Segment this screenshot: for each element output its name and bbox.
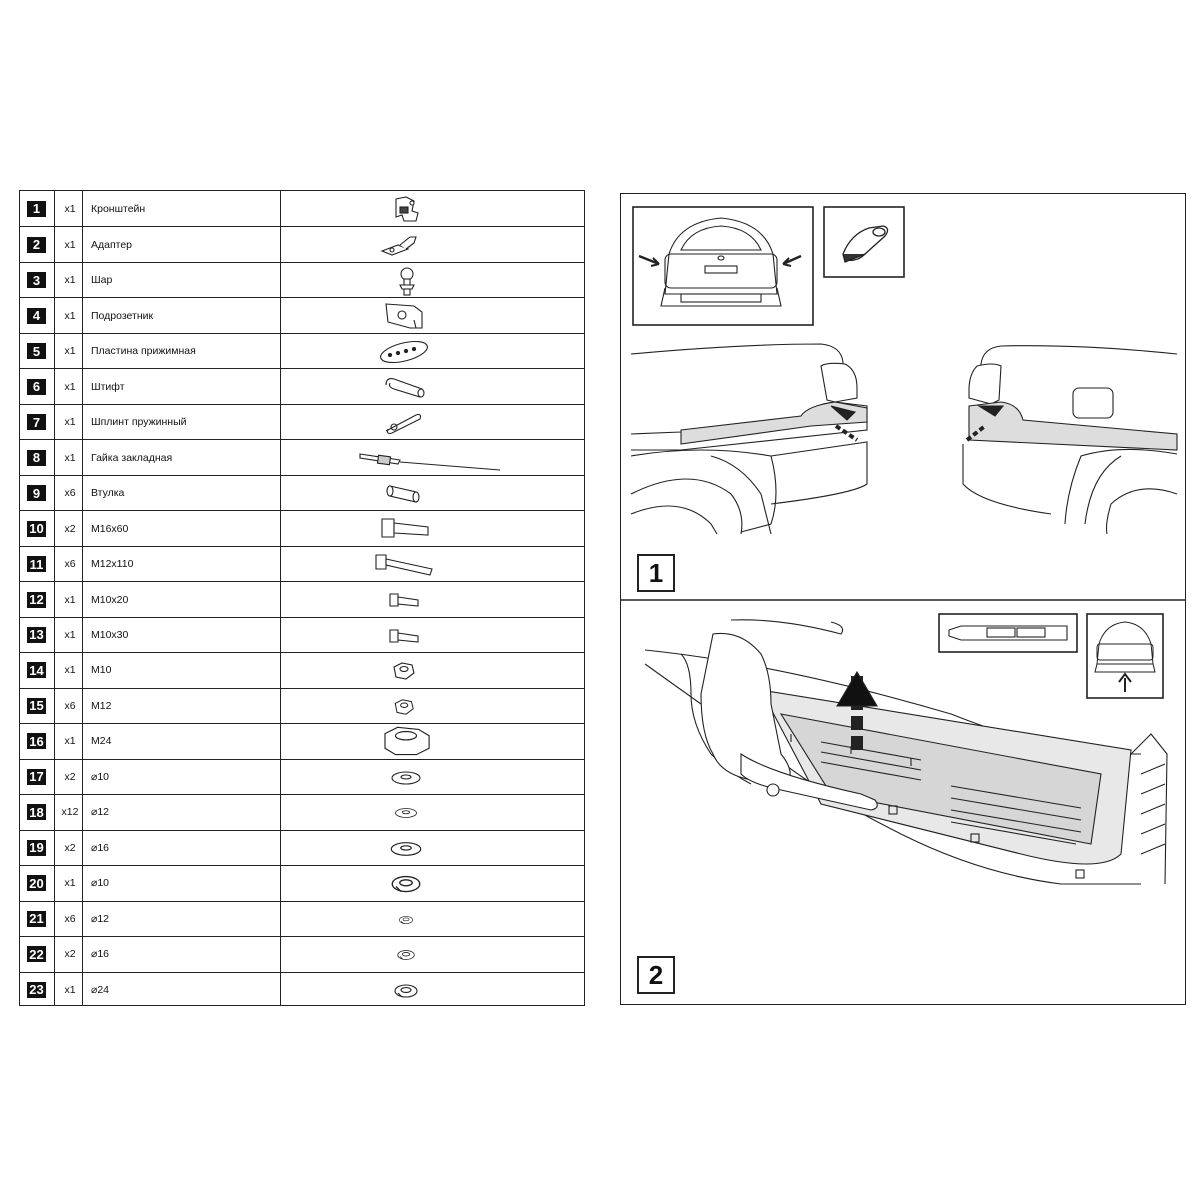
part-name: Шар — [91, 274, 113, 287]
part-row-22 — [20, 936, 584, 971]
part-row-19 — [20, 830, 584, 865]
part-quantity: x1 — [64, 274, 76, 287]
part-row-16 — [20, 723, 584, 758]
part-number: 11 — [27, 556, 46, 572]
part-row-14 — [20, 652, 584, 687]
part-quantity: x2 — [64, 841, 76, 854]
part-row-13 — [20, 617, 584, 652]
pin-icon — [282, 369, 586, 403]
part-name: M12 — [91, 699, 112, 712]
part-quantity: x2 — [64, 770, 76, 783]
part-number: 3 — [27, 272, 46, 288]
part-row-20 — [20, 865, 584, 900]
part-row-3 — [20, 262, 584, 297]
washer-icon — [282, 831, 586, 865]
part-row-11 — [20, 546, 584, 581]
part-quantity: x6 — [64, 558, 76, 571]
part-name: Пластина прижимная — [91, 345, 196, 358]
nut-icon — [282, 689, 586, 723]
spring-washer-icon — [282, 973, 586, 1007]
part-quantity: x1 — [64, 593, 76, 606]
car-rear-inset — [633, 207, 813, 325]
part-name: M10 — [91, 664, 112, 677]
part-number: 12 — [27, 592, 46, 608]
part-row-6 — [20, 368, 584, 403]
part-name: M16x60 — [91, 522, 129, 535]
bolt-icon — [282, 511, 586, 545]
part-number: 10 — [27, 521, 46, 537]
part-name: Кронштейн — [91, 202, 146, 215]
part-name: M24 — [91, 735, 112, 748]
part-quantity: x1 — [64, 451, 76, 464]
part-row-1 — [20, 191, 584, 226]
part-quantity: x1 — [64, 238, 76, 251]
part-quantity: x1 — [64, 664, 76, 677]
installation-illustration — [621, 194, 1186, 1005]
bracket-icon — [282, 191, 586, 226]
part-number: 13 — [27, 627, 46, 643]
part-number: 9 — [27, 485, 46, 501]
part-quantity: x6 — [64, 699, 76, 712]
part-quantity: x1 — [64, 309, 76, 322]
spring-cotter-icon — [282, 405, 586, 439]
part-number: 19 — [27, 840, 46, 856]
part-number: 16 — [27, 733, 46, 749]
part-number: 5 — [27, 343, 46, 359]
part-quantity: x1 — [64, 735, 76, 748]
part-quantity: x1 — [64, 202, 76, 215]
part-row-15 — [20, 688, 584, 723]
part-quantity: x6 — [64, 912, 76, 925]
spring-washer-icon — [282, 902, 586, 936]
part-number: 15 — [27, 698, 46, 714]
part-row-4 — [20, 297, 584, 332]
rear-left-corner — [631, 344, 867, 534]
part-quantity: x1 — [64, 628, 76, 641]
small-bolt-icon — [282, 618, 586, 652]
part-name: Шплинт пружинный — [91, 416, 187, 429]
part-row-2 — [20, 226, 584, 261]
part-quantity: x1 — [64, 416, 76, 429]
spring-washer-icon — [282, 866, 586, 900]
tape-inset — [824, 207, 904, 277]
part-quantity: x2 — [64, 948, 76, 961]
washer-icon — [282, 795, 586, 829]
part-quantity: x12 — [61, 806, 79, 819]
long-bolt-icon — [282, 547, 586, 581]
part-name: ⌀16 — [91, 841, 110, 854]
part-row-12 — [20, 581, 584, 616]
part-quantity: x1 — [64, 877, 76, 890]
part-number: 6 — [27, 379, 46, 395]
part-name: ⌀10 — [91, 877, 110, 890]
car-rear-small-inset — [1087, 614, 1163, 698]
part-number: 21 — [27, 911, 46, 927]
part-number: 4 — [27, 308, 46, 324]
part-name: Подрозетник — [91, 309, 154, 322]
rear-right-corner — [963, 346, 1177, 534]
nut-icon — [282, 653, 586, 687]
part-number: 23 — [27, 982, 46, 998]
socket-plate-icon — [282, 298, 586, 332]
part-name: ⌀16 — [91, 948, 110, 961]
part-name: Адаптер — [91, 238, 133, 251]
part-name: Втулка — [91, 487, 125, 500]
part-row-5 — [20, 333, 584, 368]
clamp-plate-icon — [282, 334, 586, 368]
part-name: M10x20 — [91, 593, 129, 606]
tool-inset — [939, 614, 1077, 652]
adapter-icon — [282, 227, 586, 261]
part-number: 14 — [27, 662, 46, 678]
part-quantity: x1 — [64, 380, 76, 393]
part-row-8 — [20, 439, 584, 474]
part-number: 7 — [27, 414, 46, 430]
part-name: M12x110 — [91, 558, 134, 571]
part-number: 18 — [27, 804, 46, 820]
step-number-1: 1 — [637, 554, 675, 592]
part-number: 22 — [27, 946, 46, 962]
part-quantity: x1 — [64, 983, 76, 996]
part-row-10 — [20, 510, 584, 545]
part-name: ⌀12 — [91, 912, 110, 925]
part-row-21 — [20, 901, 584, 936]
part-name: ⌀12 — [91, 806, 110, 819]
instruction-panel — [620, 193, 1186, 1005]
spring-washer-icon — [282, 937, 586, 971]
small-bolt-icon — [282, 582, 586, 616]
step-number-2: 2 — [637, 956, 675, 994]
sleeve-icon — [282, 476, 586, 510]
washer-icon — [282, 760, 586, 794]
part-number: 8 — [27, 450, 46, 466]
tow-ball-icon — [282, 263, 586, 297]
parts-table — [19, 190, 585, 1006]
part-number: 17 — [27, 769, 46, 785]
part-row-18 — [20, 794, 584, 829]
part-name: ⌀10 — [91, 770, 110, 783]
part-quantity: x1 — [64, 345, 76, 358]
part-name: M10x30 — [91, 628, 129, 641]
part-number: 20 — [27, 875, 46, 891]
part-row-17 — [20, 759, 584, 794]
insert-nut-icon — [282, 440, 586, 474]
part-row-23 — [20, 972, 584, 1007]
part-name: Штифт — [91, 380, 125, 393]
part-number: 2 — [27, 237, 46, 253]
part-quantity: x2 — [64, 522, 76, 535]
part-name: ⌀24 — [91, 983, 110, 996]
large-nut-icon — [282, 724, 586, 758]
part-number: 1 — [27, 201, 46, 217]
part-quantity: x6 — [64, 487, 76, 500]
part-row-9 — [20, 475, 584, 510]
part-name: Гайка закладная — [91, 451, 173, 464]
part-row-7 — [20, 404, 584, 439]
